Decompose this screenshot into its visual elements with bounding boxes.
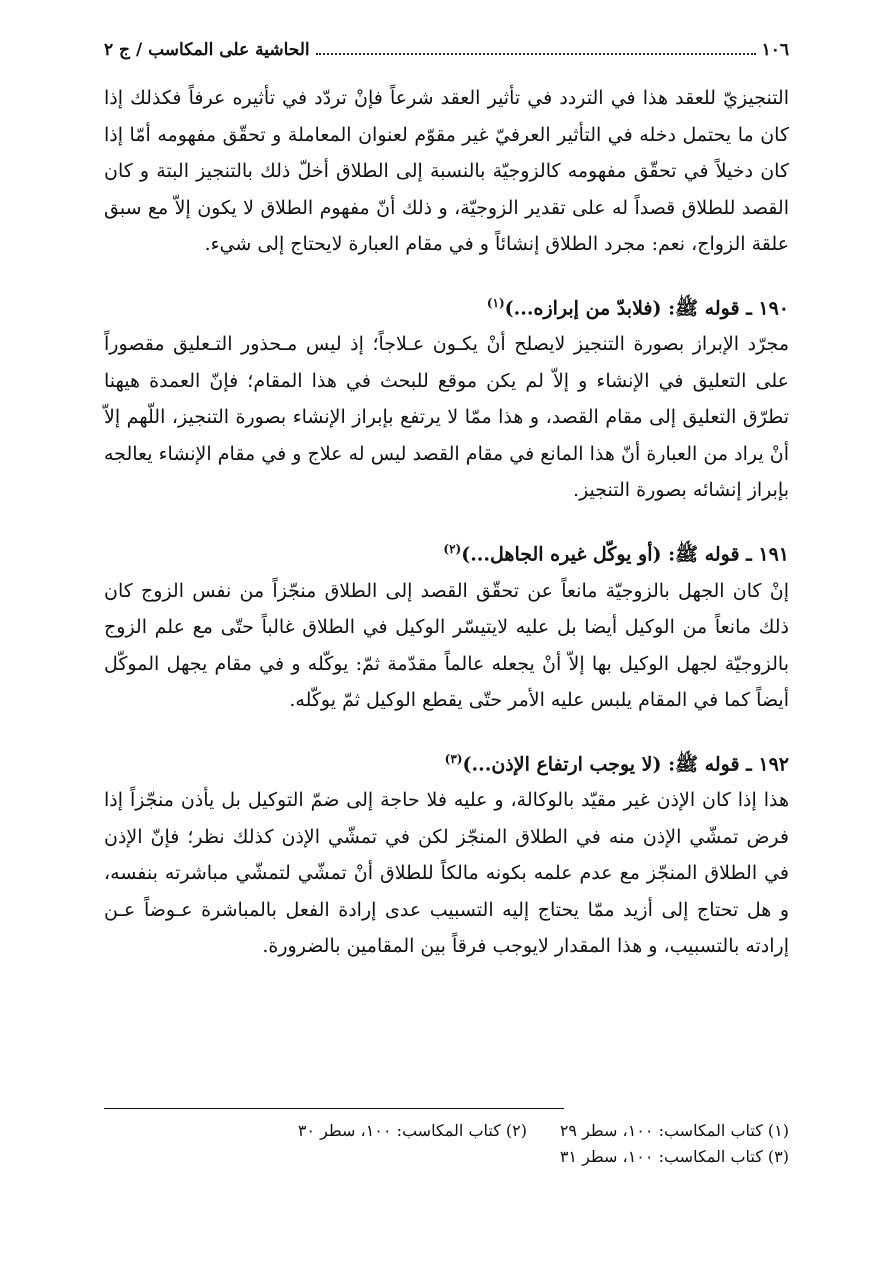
section-paragraph: إنْ كان الجهل بالزوجيّة مانعاً عن تحقّق القصد إلى الطلاق منجّزاً من نفس الزوج كان ذلك مانعاً من الوكيل أيضا بل عليه لايتيسّر الوكيل في الطلاق غالباً حتّى مع علم الزوج بالزوجيّة لجهل الوكيل بها إلاّ أنْ يجعله عالماً مقدّمة ثمّ: يوكّله و في مقام يجهل الموكّل أيضاً كما في المقام يلبس عليه الأمر حتّى يقطع الوكيل ثمّ يوكّله. — [104, 579, 789, 712]
section-heading-text: ١٩١ ـ قوله ﷺ: (أو يوكّل غيره الجاهل...) — [461, 543, 789, 566]
footnote-row — [104, 1118, 789, 1144]
page-number: ١٠٦ — [761, 40, 789, 60]
footnote-2: (٢) كتاب المكاسب: ١٠٠، سطر ٣٠ — [297, 1121, 527, 1140]
footnote-mark: (١) — [486, 295, 505, 310]
footnote-1: (١) كتاب المكاسب: ١٠٠، سطر ٢٩ — [559, 1121, 789, 1140]
footnotes — [104, 1118, 789, 1170]
page-body — [104, 80, 789, 965]
intro-paragraph: التنجيزيّ للعقد هذا في التردد في تأثير العقد شرعاً فإنْ تردّد في تأثيره عرفاً فكذلك إذا كان ما يحتمل دخله في التأثير العرفيّ غير مقوّم لعنوان المعاملة و تحقّق مفهومه أمّا إذا كان دخيلاً في تحقّق مفهومه كالزوجيّة بالنسبة إلى الطلاق أخلّ ذلك بالتنجيز البتة و كان القصد للطلاق قصداً له على تقدير الزوجيّة، و ذلك أنّ مفهوم الطلاق لا يكون إلاّ مع سبق علقة الزواج، نعم: مجرد الطلاق إنشائاً و في مقام العبارة لايحتاج إلى شيء. — [104, 87, 789, 255]
footnote-mark: (٢) — [443, 541, 462, 556]
section-paragraph: مجرّد الإبراز بصورة التنجيز لايصلح أنْ يكـون عـلاجاً؛ إذ ليس مـحذور التـعليق مقصوراً على التعليق في الإنشاء و إلاّ لم يكن موقع للبحث في هذا المقام؛ فإنّ العمدة هيهنا تطرّق التعليق إلى مقام القصد، و هذا ممّا لا يرتفع بإبراز الإنشاء بصورة التنجيز، اللّهم إلاّ أنْ يراد من العبارة أنّ هذا المانع في مقام القصد ليس له علاج و في مقام الإنشاء يعالجه بإبراز إنشائه بصورة التنجيز. — [104, 333, 789, 502]
section-heading — [104, 285, 789, 327]
section-190 — [104, 285, 789, 509]
footnote-3: (٣) كتاب المكاسب: ١٠٠، سطر ٣١ — [559, 1147, 789, 1166]
section-191 — [104, 531, 789, 719]
leader-dots — [316, 53, 756, 55]
footnote-mark: (٣) — [444, 751, 463, 766]
section-paragraph: هذا إذا كان الإذن غير مقيّد بالوكالة، و عليه فلا حاجة إلى ضمّ التوكيل بل يأذن منجّزاً إذا فرض تمشّي الإذن منه في الطلاق المنجّز لكن في تمشّي الإذن كذلك نظر؛ فإنّ الإذن في الطلاق المنجّز مع عدم علمه بكونه مالكاً للطلاق أنْ تمشّي لتمشّي مباشرته بنفسه، و هل تحتاج إلى أزيد ممّا يحتاج إليه التسبيب عدى إرادة الفعل بالمباشرة عـوضاً عـن إرادته بالتسبيب، و هذا المقدار لايوجب فرقاً بين المقامين بالضرورة. — [104, 789, 789, 958]
footnote-separator — [104, 1108, 564, 1109]
running-title: الحاشية على المكاسب / ج ٢ — [104, 40, 310, 60]
section-192 — [104, 741, 789, 965]
running-header — [104, 36, 789, 60]
section-heading — [104, 531, 789, 573]
section-heading-text: ١٩٢ ـ قوله ﷺ: (لا يوجب ارتفاع الإذن...) — [462, 752, 789, 775]
footnote-row — [104, 1144, 789, 1170]
section-heading — [104, 741, 789, 783]
section-heading-text: ١٩٠ ـ قوله ﷺ: (فلابدّ من إبرازه...) — [504, 296, 789, 319]
